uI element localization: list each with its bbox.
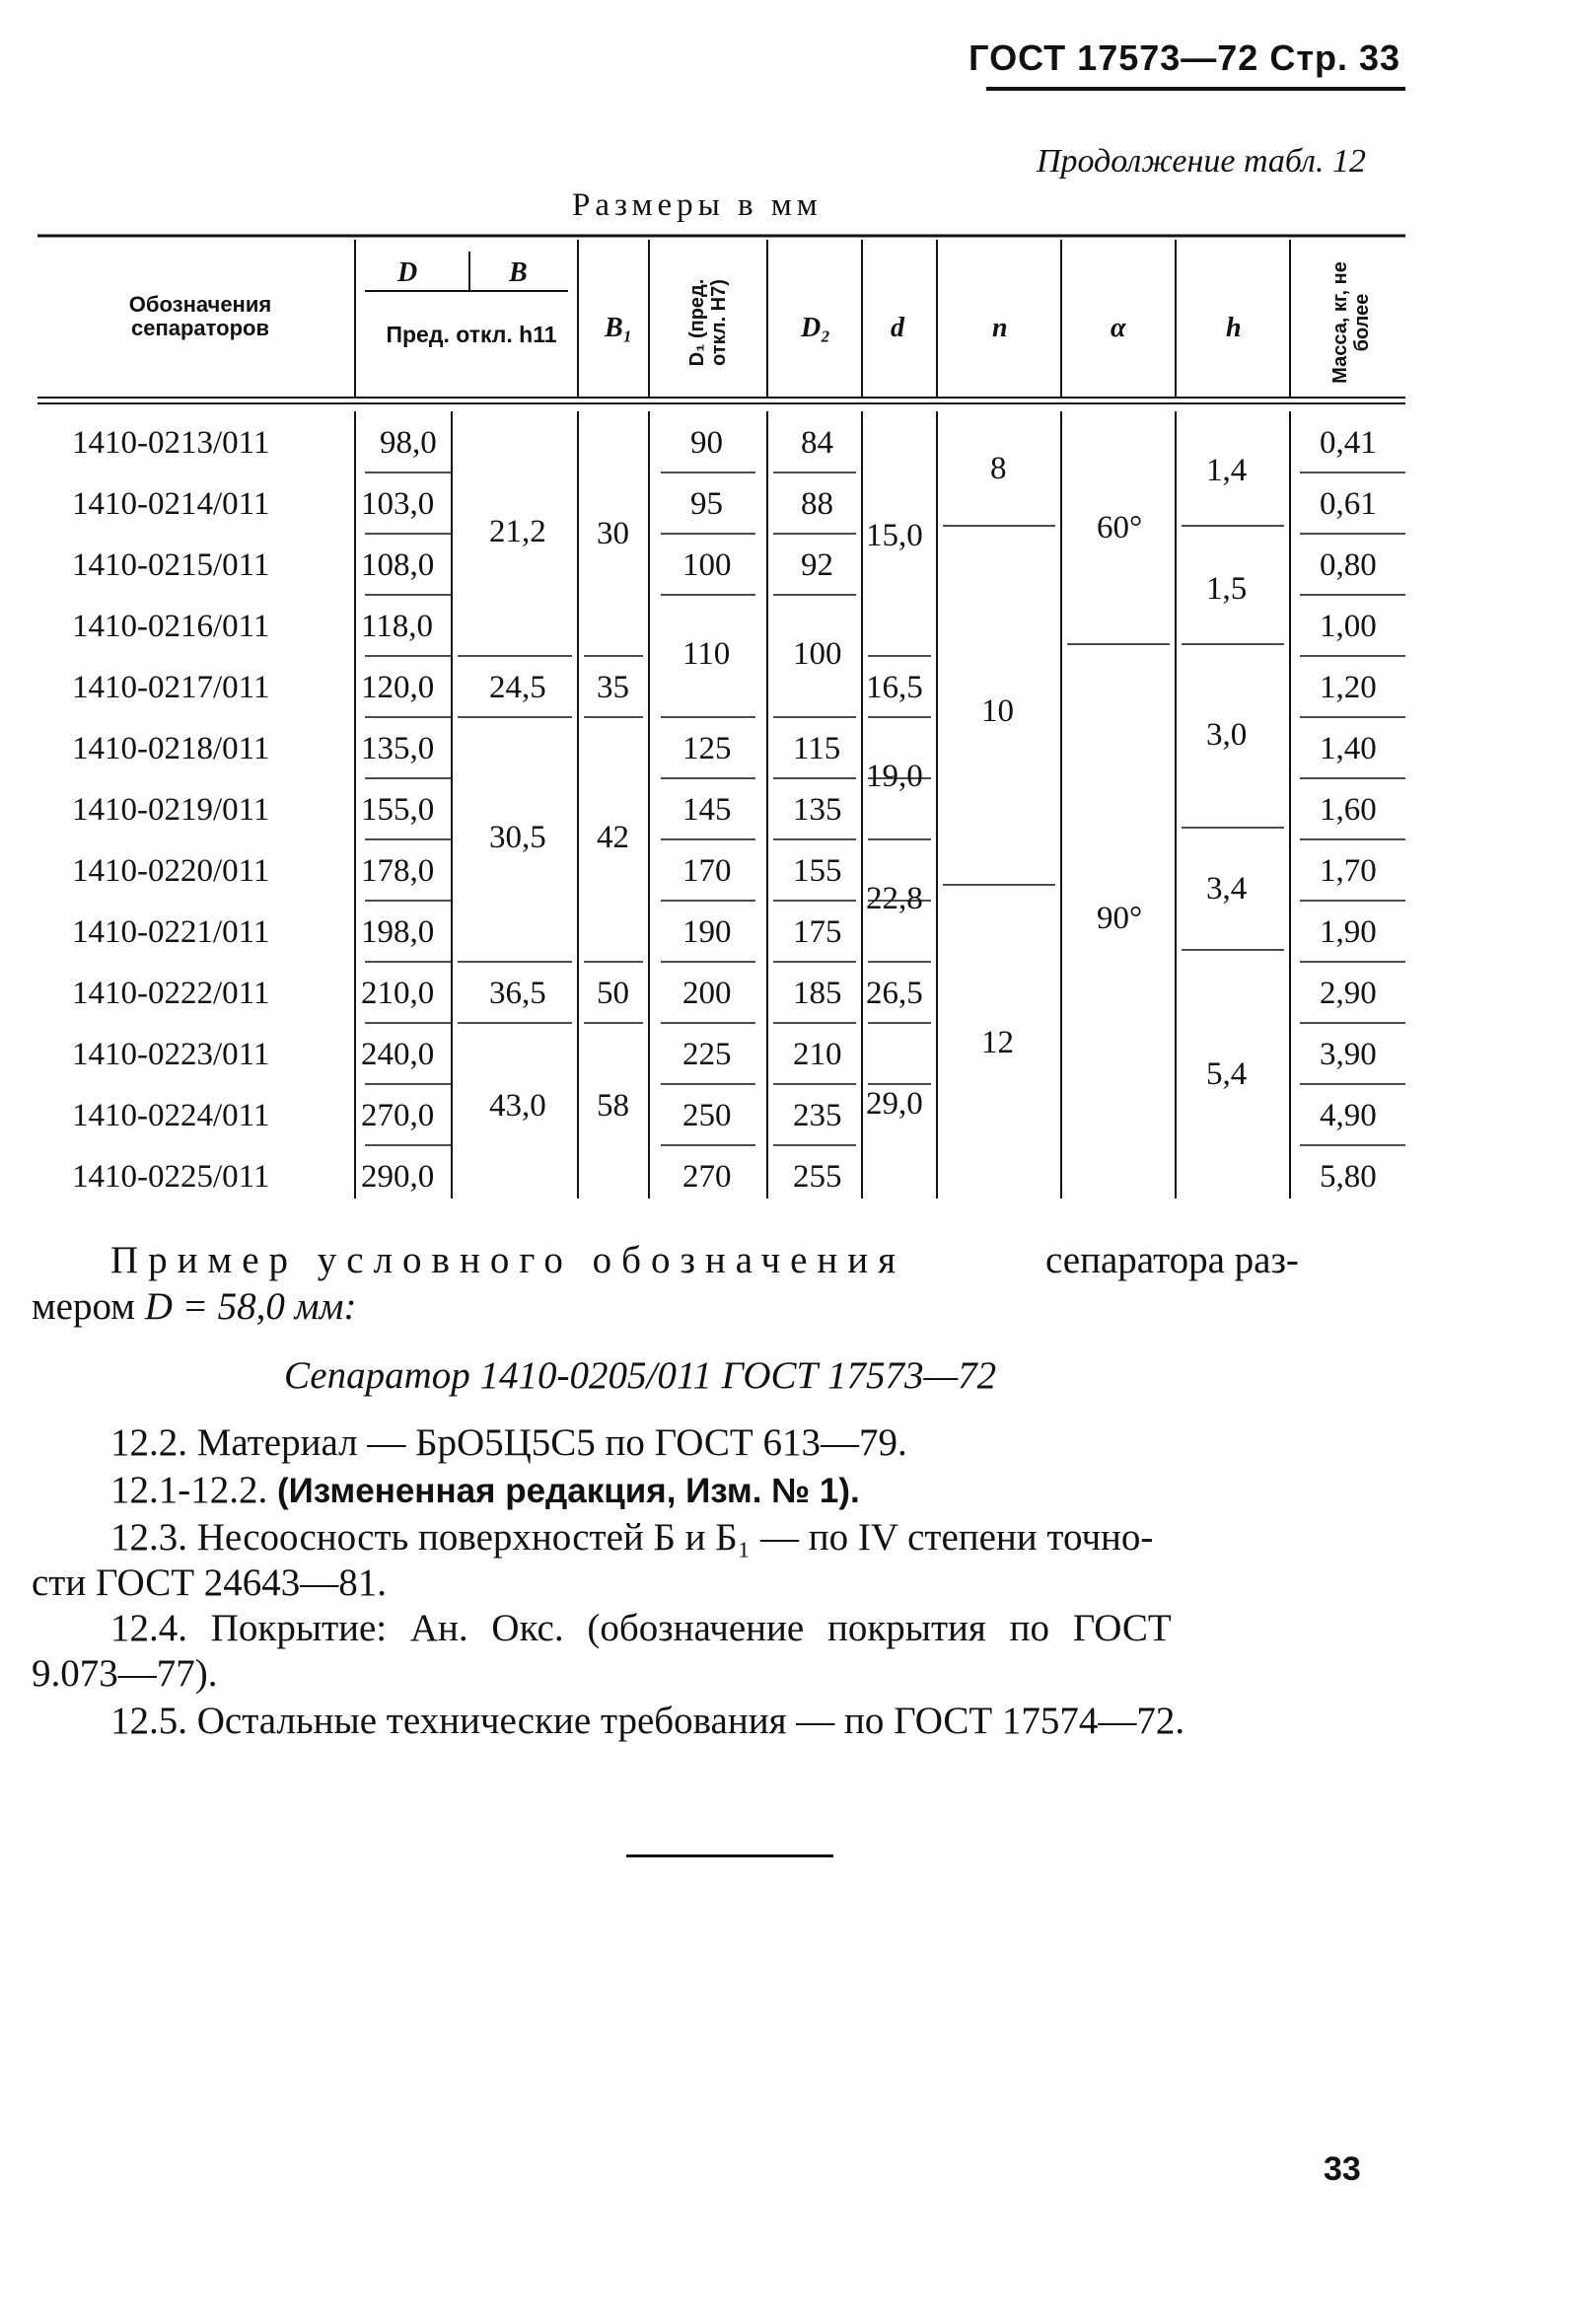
designation-cell: 1410-0215/011 — [72, 547, 270, 583]
B1-cell: 42 — [597, 820, 629, 855]
clause-12-3-line-2: сти ГОСТ 24643—81. — [32, 1561, 388, 1604]
mass-cell: 5,80 — [1320, 1159, 1377, 1195]
clause-12-2: 12.2. Материал — БрО5Ц5С5 по ГОСТ 613—79. — [110, 1421, 907, 1464]
example-line-2-text: мером — [32, 1285, 135, 1328]
page-header: ГОСТ 17573—72 Стр. 33 — [968, 37, 1400, 78]
example-line-1-end: сепаратора раз- — [1045, 1239, 1299, 1281]
D2-cell: 88 — [801, 486, 833, 522]
D-cell: 155,0 — [361, 792, 435, 828]
d-cell: 29,0 — [866, 1086, 923, 1122]
d-cell: 19,0 — [866, 759, 923, 794]
B1-cell: 35 — [597, 670, 629, 705]
D2-cell: 175 — [793, 914, 842, 950]
designation-cell: 1410-0217/011 — [72, 670, 270, 705]
D1-cell: 90 — [690, 425, 723, 461]
example-line-2 — [32, 1284, 356, 1329]
d-cell: 26,5 — [866, 976, 923, 1011]
n-cell: 10 — [981, 693, 1014, 729]
header-B1: B₁ — [605, 313, 633, 343]
D1-cell: 125 — [682, 731, 732, 766]
D2-cell: 92 — [801, 547, 833, 583]
clause-12-3-line-1: 12.3. Несоосность поверхностей Б и Б₁ — по IV степени точно- — [110, 1516, 1154, 1559]
alpha-cell: 90° — [1097, 901, 1143, 936]
mass-cell: 2,90 — [1320, 976, 1377, 1011]
clause-12-1-12-2 — [110, 1468, 860, 1512]
D2-cell: 84 — [801, 425, 833, 461]
B-cell: 43,0 — [489, 1088, 546, 1124]
D-cell: 270,0 — [361, 1098, 435, 1133]
D1-cell: 170 — [682, 853, 732, 889]
designation-cell: 1410-0223/011 — [72, 1037, 270, 1072]
designation-cell: 1410-0216/011 — [72, 609, 270, 644]
designation-cell: 1410-0225/011 — [72, 1159, 270, 1195]
mass-cell: 3,90 — [1320, 1037, 1377, 1072]
header-alpha: α — [1111, 313, 1126, 343]
B-cell: 21,2 — [489, 514, 546, 549]
mass-cell: 1,20 — [1320, 670, 1377, 705]
D1-cell: 110 — [682, 636, 731, 672]
B1-cell: 58 — [597, 1088, 629, 1124]
D1-cell: 225 — [682, 1037, 732, 1072]
designation-cell: 1410-0221/011 — [72, 914, 270, 950]
h-cell: 1,4 — [1206, 453, 1248, 488]
page-number: 33 — [1324, 2150, 1361, 2188]
D-cell: 198,0 — [361, 914, 435, 950]
clause-12-5: 12.5. Остальные технические требования — по ГОСТ 17574—72. — [110, 1700, 1185, 1742]
D-cell: 103,0 — [361, 486, 435, 522]
d-cell: 22,8 — [866, 881, 923, 916]
D1-cell: 270 — [682, 1159, 732, 1195]
B-cell: 36,5 — [489, 976, 546, 1011]
header-n: n — [992, 313, 1008, 343]
header-d: d — [891, 313, 904, 343]
d-cell: 15,0 — [866, 518, 923, 553]
header-h: h — [1226, 313, 1242, 343]
clause-12-1-12-2-num: 12.1-12.2. — [110, 1469, 268, 1511]
clause-12-4-line-2: 9.073—77). — [32, 1652, 218, 1695]
h-cell: 3,0 — [1206, 717, 1248, 753]
mass-cell: 0,41 — [1320, 425, 1377, 461]
h-cell: 5,4 — [1206, 1056, 1248, 1092]
D2-cell: 210 — [793, 1037, 842, 1072]
clause-12-1-12-2-note: (Измененная редакция, Изм. № 1). — [277, 1472, 860, 1510]
designation-cell: 1410-0214/011 — [72, 486, 270, 522]
units-caption: Размеры в мм — [572, 187, 823, 223]
header-B: B — [509, 257, 528, 288]
D-cell: 178,0 — [361, 853, 435, 889]
mass-cell: 1,70 — [1320, 853, 1377, 889]
h-cell: 1,5 — [1206, 571, 1248, 607]
designation-cell: 1410-0220/011 — [72, 853, 270, 889]
D1-cell: 200 — [682, 976, 732, 1011]
D2-cell: 185 — [793, 976, 842, 1011]
D1-cell: 190 — [682, 914, 732, 950]
n-cell: 12 — [981, 1025, 1014, 1060]
D-cell: 120,0 — [361, 670, 435, 705]
D2-cell: 255 — [793, 1159, 842, 1195]
D2-cell: 115 — [793, 731, 841, 766]
designation-cell: 1410-0219/011 — [72, 792, 270, 828]
h-cell: 3,4 — [1206, 871, 1248, 907]
D-cell: 240,0 — [361, 1037, 435, 1072]
designation-cell: 1410-0218/011 — [72, 731, 270, 766]
header-D2: D₂ — [801, 313, 830, 343]
B-cell: 24,5 — [489, 670, 546, 705]
d-cell: 16,5 — [866, 670, 923, 705]
D1-cell: 100 — [682, 547, 732, 583]
mass-cell: 0,80 — [1320, 547, 1377, 583]
D-cell: 290,0 — [361, 1159, 435, 1195]
header-D: D — [397, 257, 418, 288]
designation-cell: 1410-0213/011 — [72, 425, 270, 461]
D1-cell: 145 — [682, 792, 732, 828]
D2-cell: 100 — [793, 636, 842, 672]
D2-cell: 235 — [793, 1098, 842, 1133]
separator-table — [37, 232, 1405, 1203]
D-cell: 108,0 — [361, 547, 435, 583]
example-line-2-value: D = 58,0 мм: — [144, 1285, 357, 1328]
D2-cell: 135 — [793, 792, 842, 828]
D2-cell: 155 — [793, 853, 842, 889]
mass-cell: 4,90 — [1320, 1098, 1377, 1133]
D-cell: 135,0 — [361, 731, 435, 766]
header-tolerance: Пред. откл. h11 — [386, 322, 557, 347]
example-code: Сепаратор 1410-0205/011 ГОСТ 17573—72 — [284, 1354, 997, 1397]
mass-cell: 1,90 — [1320, 914, 1377, 950]
header-mass: Масса, кг, не более — [1329, 261, 1373, 384]
mass-cell: 0,61 — [1320, 486, 1377, 522]
designation-cell: 1410-0224/011 — [72, 1098, 270, 1133]
D1-cell: 250 — [682, 1098, 732, 1133]
D-cell: 98,0 — [380, 425, 437, 461]
alpha-cell: 60° — [1097, 510, 1143, 545]
B1-cell: 30 — [597, 516, 629, 551]
D1-cell: 95 — [690, 486, 723, 522]
example-line-1 — [110, 1238, 905, 1282]
mass-cell: 1,00 — [1320, 609, 1377, 644]
mass-cell: 1,40 — [1320, 731, 1377, 766]
header-rule — [986, 87, 1405, 91]
B1-cell: 50 — [597, 976, 629, 1011]
table-continuation: Продолжение табл. 12 — [1036, 143, 1366, 180]
D-cell: 210,0 — [361, 976, 435, 1011]
end-rule — [626, 1854, 833, 1857]
D-cell: 118,0 — [361, 609, 434, 644]
header-D1: D₁ (пред. откл. H7) — [686, 278, 730, 367]
mass-cell: 1,60 — [1320, 792, 1377, 828]
n-cell: 8 — [990, 451, 1007, 486]
example-spaced-text: Пример условного обозначения — [110, 1239, 906, 1281]
designation-cell: 1410-0222/011 — [72, 976, 270, 1011]
header-designation: Обозначения сепараторов — [128, 292, 272, 341]
clause-12-4-line-1: 12.4. Покрытие: Ан. Окс. (обозначение покрытия по ГОСТ — [110, 1607, 1172, 1649]
B-cell: 30,5 — [489, 820, 546, 855]
